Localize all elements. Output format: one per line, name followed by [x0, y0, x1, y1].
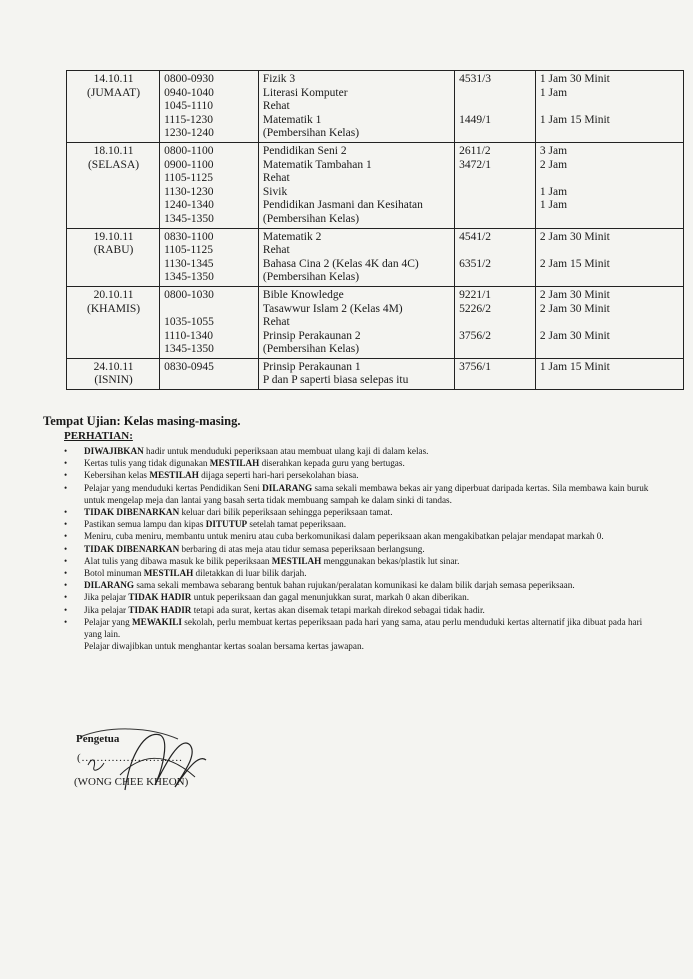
rule-emphasis: MESTILAH: [143, 568, 194, 579]
timetable-code-line: [459, 199, 532, 213]
rule-emphasis: TIDAK DIBENARKAN: [84, 507, 180, 518]
timetable-time-line: 0900-1100: [164, 158, 214, 171]
timetable-subj-line: Prinsip Perakaunan 1: [262, 360, 361, 373]
rule-item: [62, 482, 656, 506]
timetable-cell-code: [455, 142, 536, 228]
timetable-time-line: 1240-1340: [164, 199, 214, 212]
timetable-subj-line: Fizik 3: [262, 73, 296, 85]
timetable-dur-line: [540, 127, 680, 141]
timetable-subj-line: Literasi Komputer: [262, 86, 348, 99]
timetable-code-line: 2611/2: [459, 144, 491, 157]
rule-item: [62, 518, 656, 530]
timetable-cell-dur: [535, 286, 683, 358]
rule-item: [62, 469, 656, 481]
timetable-dur-line: 2 Jam 15 Minit: [539, 257, 610, 270]
timetable-code-line: 3472/1: [459, 158, 492, 171]
rule-text: Pelajar yang: [84, 616, 132, 627]
timetable-code-line: [459, 87, 532, 101]
exam-venue: Tempat Ujian: Kelas masing-masing.: [43, 414, 241, 428]
timetable-subj-line: Rehat: [262, 316, 290, 329]
timetable-row: [67, 71, 684, 143]
timetable-cell-subj: [258, 286, 454, 358]
timetable-code-line: [459, 343, 532, 357]
rule-text: keluar dari bilik peperiksaan sehingga peperiksaan tamat.: [179, 507, 393, 518]
timetable-dur-line: [540, 244, 680, 258]
timetable-dur-line: [540, 213, 680, 227]
timetable-row: [67, 142, 684, 228]
timetable-subj-line: Tasawwur Islam 2 (Kelas 4M): [262, 302, 403, 315]
timetable-subj-line: (Pembersihan Kelas): [262, 127, 360, 140]
timetable-time-line: 1045-1110: [164, 100, 214, 113]
timetable-subj-line: Sivik: [262, 185, 288, 198]
timetable-dur-line: 2 Jam 30 Minit: [539, 230, 610, 243]
timetable-cell-dur: [535, 71, 683, 143]
timetable-subj-line: P dan P saperti biasa selepas itu: [262, 374, 409, 387]
rule-emphasis: TIDAK HADIR: [128, 592, 192, 603]
timetable-time-line: 1035-1055: [164, 316, 214, 329]
timetable-code-line: 3756/2: [459, 329, 492, 342]
timetable-time-line: 1110-1340: [164, 329, 214, 342]
signature-label: Pengetua: [76, 733, 120, 745]
timetable-dur-line: 2 Jam: [539, 158, 568, 171]
timetable-time-line: 1345-1350: [164, 271, 214, 284]
bullet-icon: •: [64, 555, 68, 566]
notice-heading: PERHATIAN:: [64, 430, 133, 442]
timetable-subj-line: Matematik 2: [262, 230, 322, 243]
timetable-day-line: 18.10.11: [93, 144, 134, 157]
timetable-code-line: [459, 271, 532, 285]
rule-item: [62, 543, 656, 555]
timetable-time-line: 0830-0945: [164, 360, 214, 373]
timetable-code-line: [459, 213, 532, 227]
timetable-time-line: 0940-1040: [164, 86, 214, 99]
timetable-code-line: 4531/3: [459, 73, 492, 85]
timetable-cell-code: [455, 358, 536, 389]
timetable-day-line: (KHAMIS): [87, 302, 141, 315]
timetable-cell-time: [160, 286, 259, 358]
timetable-day-line: (RABU): [93, 244, 134, 257]
timetable-code-line: 6351/2: [459, 257, 492, 270]
timetable-code-line: 5226/2: [459, 302, 492, 315]
timetable-day-line: 24.10.11: [93, 360, 134, 373]
rule-emphasis: TIDAK HADIR: [128, 604, 192, 615]
rule-text: Pastikan semua lampu dan kipas: [84, 519, 206, 530]
timetable-day-line: 20.10.11: [93, 288, 134, 301]
bullet-icon: •: [64, 531, 68, 542]
rule-item: [62, 591, 656, 603]
rule-item: [62, 506, 656, 518]
timetable-time-line: 0830-1100: [164, 230, 214, 243]
rule-emphasis: DILARANG: [262, 482, 313, 493]
timetable-dur-line: 2 Jam 30 Minit: [539, 288, 610, 301]
timetable-cell-dur: [535, 142, 683, 228]
rule-text: diletakkan di luar bilik darjah.: [193, 568, 307, 579]
bullet-icon: •: [64, 470, 68, 481]
timetable-dur-line: 1 Jam 15 Minit: [539, 360, 610, 373]
rule-item: [62, 579, 656, 591]
timetable-time-line: 1130-1345: [164, 257, 214, 270]
timetable-time-line: 0800-1100: [164, 144, 214, 157]
rule-text: Pelajar yang menduduki kertas Pendidikan Seni: [84, 482, 263, 493]
rule-item: [62, 555, 656, 567]
rule-text: Kebersihan kelas: [84, 470, 150, 481]
rule-text: setelah tamat peperiksaan.: [247, 519, 347, 530]
timetable-code-line: 3756/1: [459, 360, 492, 373]
timetable-dur-line: 1 Jam: [539, 199, 568, 212]
timetable-dur-line: 1 Jam 30 Minit: [539, 73, 610, 85]
rule-text: Kertas tulis yang tidak digunakan: [84, 458, 210, 469]
timetable-time-line: 1105-1125: [164, 172, 214, 185]
timetable-subj-line: Bahasa Cina 2 (Kelas 4K dan 4C): [262, 257, 419, 270]
timetable-time-line: 1105-1125: [164, 244, 214, 257]
timetable-time-line: [164, 374, 255, 388]
timetable-cell-code: [455, 71, 536, 143]
timetable-subj-line: Matematik Tambahan 1: [262, 158, 372, 171]
rule-text: diserahkan kepada guru yang bertugas.: [259, 458, 405, 469]
bullet-icon: •: [64, 604, 68, 615]
timetable-dur-line: [540, 100, 680, 114]
timetable-day-line: 19.10.11: [93, 230, 134, 243]
rule-emphasis: DILARANG: [84, 580, 135, 591]
rule-emphasis: DIWAJIBKAN: [84, 446, 144, 456]
timetable-time-line: 1345-1350: [164, 212, 214, 225]
timetable-time-line: 1230-1240: [164, 127, 214, 140]
timetable-day-line: (ISNIN): [94, 374, 133, 387]
rule-text: Alat tulis yang dibawa masuk ke bilik peperiksaan: [84, 555, 272, 566]
timetable-row: [67, 286, 684, 358]
timetable-day-line: (JUMAAT): [87, 86, 141, 99]
timetable-dur-line: 2 Jam 30 Minit: [539, 302, 610, 315]
rule-text: sama sekali membawa sebarang bentuk bahan rujukan/peralatan komunikasi ke dalam bilik darjah semasa peperiksaan.: [134, 580, 575, 591]
rule-item: [62, 604, 656, 616]
timetable-code-line: [459, 374, 532, 388]
rule-text: Botol minuman: [84, 568, 144, 579]
rule-emphasis: MESTILAH: [271, 555, 322, 566]
bullet-icon: •: [64, 580, 68, 591]
rule-text: sama sekali membawa bekas air yang diperbuat daripada kertas. Sila membawa kain buruk untuk mengelap meja dan lantai yang basah serta tidak membuang sampah ke dalam sinki di tandas.: [84, 482, 649, 505]
timetable-row: [67, 358, 684, 389]
timetable-subj-line: Rehat: [262, 244, 290, 257]
bullet-icon: •: [64, 482, 68, 493]
timetable-cell-day: [67, 228, 160, 286]
rule-text: Jika pelajar: [84, 592, 129, 603]
timetable-day-line: (SELASA): [87, 158, 140, 171]
timetable-code-line: [459, 127, 532, 141]
rule-text: berbaring di atas meja atau tidur semasa peperiksaan berlangsung.: [179, 543, 425, 554]
rule-emphasis: MESTILAH: [209, 458, 260, 469]
timetable-subj-line: Pendidikan Seni 2: [262, 144, 347, 157]
timetable-cell-day: [67, 142, 160, 228]
timetable-subj-line: (Pembersihan Kelas): [262, 212, 360, 225]
rule-text: Meniru, cuba meniru, membantu untuk meniru atau cuba berkomunikasi dalam peperiksaan akan mengakibatkan pelajar mendapat markah 0.: [84, 531, 604, 542]
timetable-code-line: 9221/1: [459, 288, 492, 301]
rule-text: untuk peperiksaan dan gagal menunjukkan surat, markah 0 akan diberikan.: [191, 592, 470, 603]
timetable-cell-day: [67, 71, 160, 143]
timetable-cell-time: [160, 142, 259, 228]
bullet-icon: •: [64, 543, 68, 554]
rule-item: [62, 445, 656, 457]
timetable-cell-day: [67, 286, 160, 358]
timetable-subj-line: (Pembersihan Kelas): [262, 271, 360, 284]
timetable-cell-dur: [535, 358, 683, 389]
timetable-code-line: [459, 186, 532, 200]
rule-text: hadir untuk menduduki peperiksaan atau membuat ulang kaji di dalam kelas.: [143, 446, 429, 456]
timetable-code-line: [459, 244, 532, 258]
rule-emphasis: MEWAKILI: [131, 616, 182, 627]
exam-timetable: [66, 70, 684, 390]
timetable-subj-line: Bible Knowledge: [262, 288, 344, 301]
timetable-cell-subj: [258, 142, 454, 228]
timetable-cell-time: [160, 71, 259, 143]
bullet-icon: •: [64, 592, 68, 603]
timetable-dur-line: 2 Jam 30 Minit: [539, 329, 610, 342]
bullet-icon: •: [64, 507, 68, 518]
rule-item: [62, 616, 656, 640]
rule-text: sekolah, perlu membuat kertas peperiksaan pada hari yang sama, atau perlu menduduki kertas alternatif jika dibuat pada hari yang lain.: [84, 616, 643, 640]
bullet-icon: •: [64, 616, 68, 627]
timetable-dur-line: 1 Jam: [539, 86, 568, 99]
timetable-time-line: 1130-1230: [164, 185, 214, 198]
rule-emphasis: MESTILAH: [149, 470, 199, 481]
principal-name: (WONG CHEE KHEON): [74, 776, 189, 788]
bullet-icon: •: [64, 519, 68, 530]
rule-emphasis: TIDAK DIBENARKAN: [84, 543, 180, 554]
timetable-dur-line: 1 Jam: [539, 185, 568, 198]
timetable-cell-code: [455, 228, 536, 286]
rule-item: [62, 567, 656, 579]
timetable-time-line: 1345-1350: [164, 343, 214, 356]
timetable-code-line: [459, 172, 532, 186]
timetable-time-line: 0800-0930: [164, 73, 214, 85]
timetable-day-line: 14.10.11: [93, 73, 134, 85]
timetable-cell-dur: [535, 228, 683, 286]
closing-line: Pelajar diwajibkan untuk menghantar kertas soalan bersama kertas jawapan.: [84, 641, 364, 652]
signature-dots: (...........................: [77, 752, 183, 764]
timetable-dur-line: [540, 374, 680, 388]
bullet-icon: •: [64, 568, 68, 579]
timetable-cell-subj: [258, 228, 454, 286]
bullet-icon: •: [64, 458, 68, 469]
timetable-dur-line: 1 Jam 15 Minit: [539, 113, 610, 126]
rule-emphasis: DITUTUP: [205, 519, 248, 530]
timetable-cell-time: [160, 228, 259, 286]
rule-text: dijaga seperti hari-hari persekolahan biasa.: [198, 470, 359, 481]
rule-text: Jika pelajar: [84, 604, 129, 615]
timetable-code-line: 4541/2: [459, 230, 492, 243]
bullet-icon: •: [64, 446, 68, 456]
timetable-cell-subj: [258, 71, 454, 143]
timetable-dur-line: [540, 172, 680, 186]
timetable-subj-line: Prinsip Perakaunan 2: [262, 329, 361, 342]
timetable-time-line: 1115-1230: [164, 113, 214, 126]
timetable-cell-day: [67, 358, 160, 389]
timetable-dur-line: [540, 343, 680, 357]
timetable-time-line: 0800-1030: [164, 288, 214, 301]
timetable-dur-line: 3 Jam: [539, 144, 568, 157]
timetable-code-line: [459, 316, 532, 330]
timetable-subj-line: Pendidikan Jasmani dan Kesihatan: [262, 199, 423, 212]
timetable-row: [67, 228, 684, 286]
rules-list: [62, 445, 656, 652]
rule-text: menggunakan bekas/plastik lut sinar.: [321, 555, 460, 566]
timetable-subj-line: Matematik 1: [262, 113, 322, 126]
timetable-cell-subj: [258, 358, 454, 389]
timetable-dur-line: [540, 316, 680, 330]
timetable-cell-code: [455, 286, 536, 358]
timetable-subj-line: (Pembersihan Kelas): [262, 343, 360, 356]
timetable-cell-time: [160, 358, 259, 389]
rule-item: [62, 530, 656, 542]
timetable-code-line: [459, 100, 532, 114]
rule-text: tetapi ada surat, kertas akan disemak tetapi markah direkod sebagai tidak hadir.: [191, 604, 485, 615]
rule-item: [62, 457, 656, 469]
timetable-subj-line: Rehat: [262, 100, 290, 113]
timetable-time-line: [164, 303, 255, 317]
timetable-subj-line: Rehat: [262, 172, 290, 185]
timetable-code-line: 1449/1: [459, 113, 492, 126]
timetable-dur-line: [540, 271, 680, 285]
